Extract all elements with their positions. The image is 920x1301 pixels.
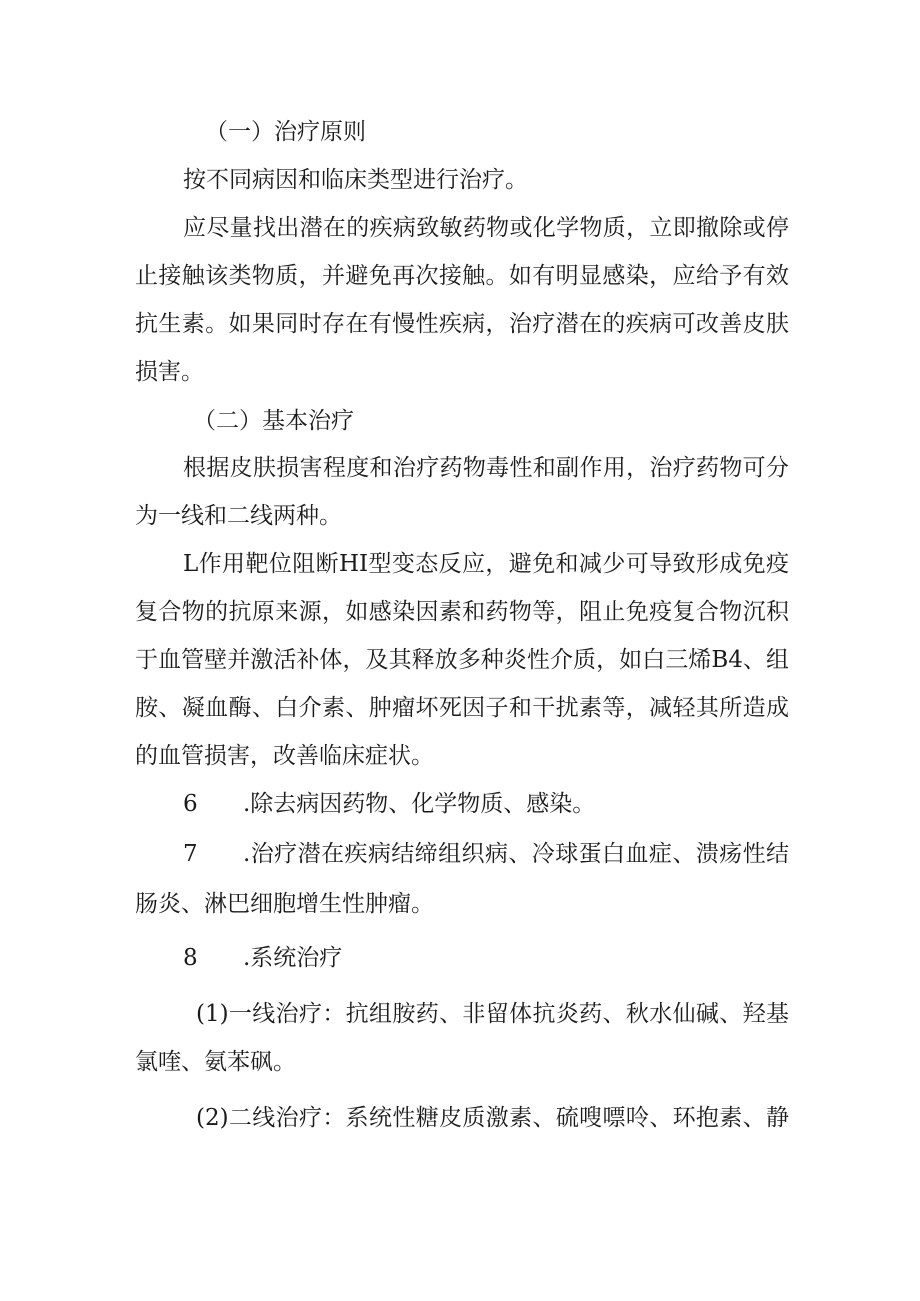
paragraph-line: 根据皮肤损害程度和治疗药物毒性和副作用，治疗药物可分 bbox=[183, 455, 789, 481]
paragraph-line: 抗生素。如果同时存在有慢性疾病，治疗潜在的疾病可改善皮肤 bbox=[135, 311, 789, 337]
sub-item-first-line-treatment: (1)一线治疗：抗组胺药、非留体抗炎药、秋水仙碱、羟基 bbox=[196, 1001, 789, 1027]
list-item-7 bbox=[183, 832, 789, 876]
list-item-text: .系统治疗 bbox=[243, 945, 343, 971]
paragraph-line: 胺、凝血酶、白介素、肿瘤坏死因子和干扰素等，减轻其所造成 bbox=[135, 695, 789, 721]
paragraph-treat-by-cause: 按不同病因和临床类型进行治疗。 bbox=[183, 167, 528, 193]
list-item-text: .除去病因药物、化学物质、感染。 bbox=[243, 791, 596, 817]
section-heading-basic-treatment: （二）基本治疗 bbox=[193, 408, 354, 434]
list-item-number: 7 bbox=[183, 841, 198, 867]
section-heading-treatment-principles: （一）治疗原则 bbox=[205, 119, 366, 145]
paragraph-line: 损害。 bbox=[135, 359, 204, 385]
list-item-text: .治疗潜在疾病结缔组织病、冷球蛋白血症、溃疡性结 bbox=[243, 841, 789, 867]
list-item-8 bbox=[183, 936, 843, 980]
list-item-6 bbox=[183, 782, 843, 826]
sub-item-second-line-treatment: (2)二线治疗：系统性糖皮质激素、硫嗖嘌呤、环抱素、静 bbox=[196, 1105, 789, 1131]
paragraph-line: 氯喹、氨苯砜。 bbox=[135, 1049, 296, 1075]
list-item-number: 8 bbox=[183, 945, 198, 971]
paragraph-line: 肠炎、淋巴细胞增生性肿瘤。 bbox=[135, 891, 434, 917]
paragraph-line: 的血管损害，改善临床症状。 bbox=[135, 743, 434, 769]
list-item-number: 6 bbox=[183, 791, 198, 817]
paragraph-line: 复合物的抗原来源，如感染因素和药物等，阻止免疫复合物沉积 bbox=[135, 599, 789, 625]
paragraph-line: 于血管壁并激活补体，及其释放多种炎性介质，如白三烯B4、组 bbox=[135, 647, 789, 673]
paragraph-line: L作用靶位阻断HI型变态反应，避免和减少可导致形成免疫 bbox=[183, 551, 789, 577]
paragraph-line: 止接触该类物质，并避免再次接触。如有明显感染，应给予有效 bbox=[135, 263, 789, 289]
paragraph-line: 应尽量找出潜在的疾病致敏药物或化学物质，立即撤除或停 bbox=[183, 215, 789, 241]
paragraph-line: 为一线和二线两种。 bbox=[135, 503, 342, 529]
